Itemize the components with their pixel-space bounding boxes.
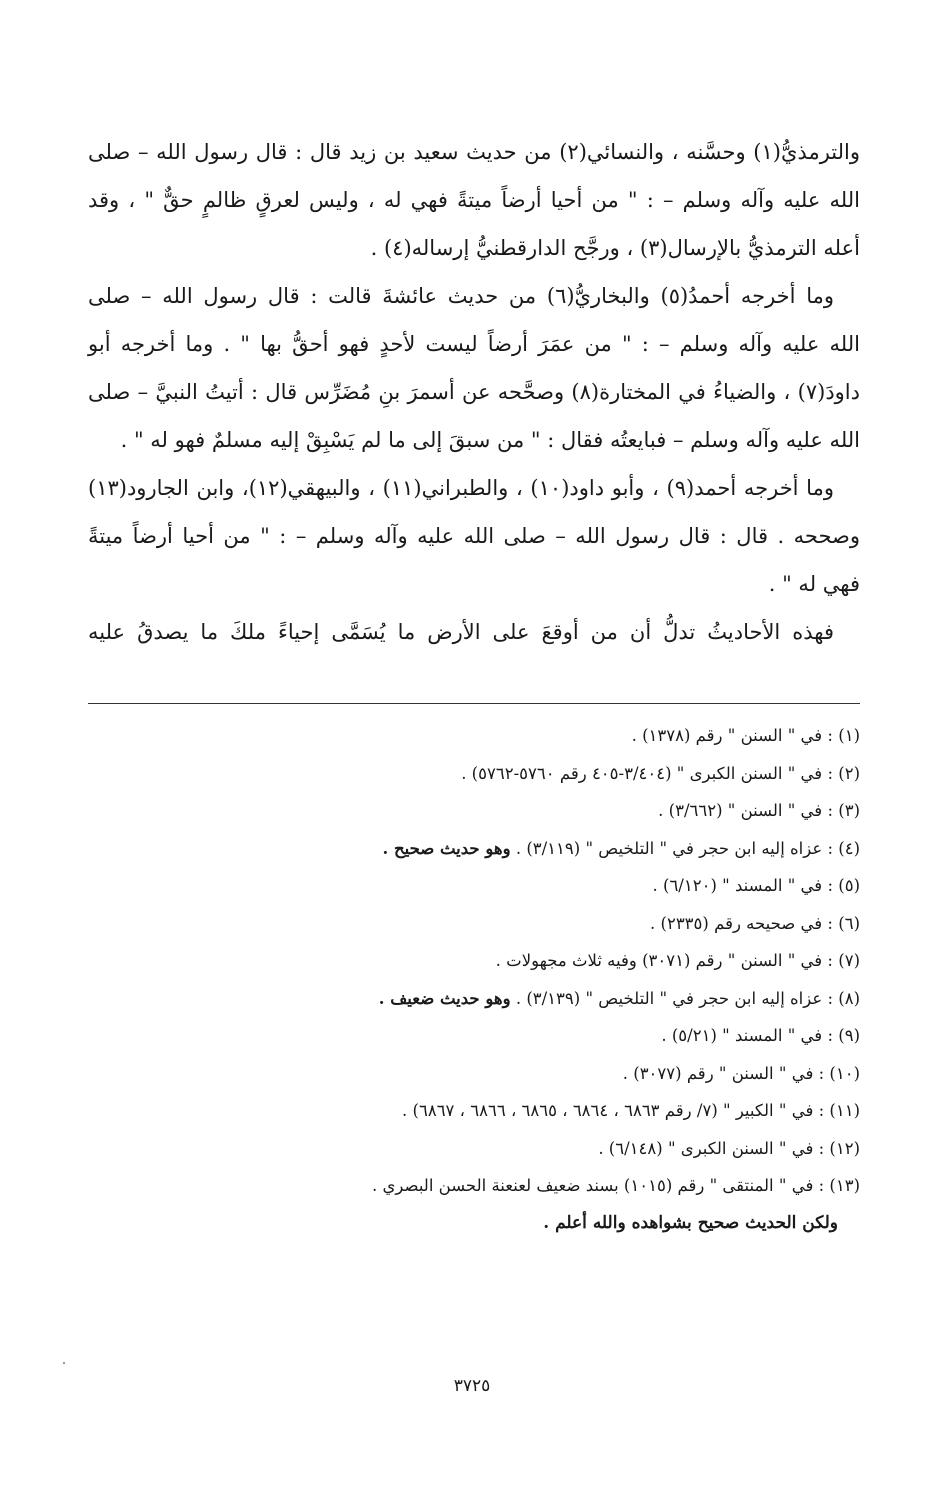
footnote-4-text: (٤) : عزاه إليه ابن حجر في " التلخيص " (٣/١١٩) . [515, 838, 860, 858]
footnote-divider [88, 703, 860, 704]
text-line: الله عليه وآله وسلم – : " من عمَرَ أرضاً ليست لأحدٍ فهو أحقُّ بها " . وما أخرجه أبو [88, 332, 860, 356]
closing-remark: ولكن الحديث صحيح بشواهده والله أعلم . [543, 1212, 838, 1233]
text-line: فهذه الأحاديثُ تدلُّ أن من أوقعَ على الأرض ما يُسَمَّى إحياءً ملكَ ما يصدقُ عليه [88, 620, 834, 644]
text-line: والترمذيُّ(١) وحسَّنه ، والنسائي(٢) من حديث سعيد بن زيد قال : قال رسول الله – صلى [88, 140, 860, 164]
margin-dot [63, 1362, 65, 1364]
text-line: وما أخرجه أحمدُ(٥) والبخاريُّ(٦) من حديث عائشةَ قالت : قال رسول الله – صلى [88, 284, 834, 308]
footnote-9: (٩) : في " المسند " (٥/٢١) . [661, 1026, 860, 1045]
page-number: ٣٧٢٥ [453, 1376, 491, 1396]
footnote-8-grade: وهو حديث ضعيف . [378, 988, 511, 1008]
footnote-7: (٧) : في " السنن " رقم (٣٠٧١) وفيه ثلاث مجهولات . [495, 951, 860, 970]
text-line: داودَ(٧) ، والضياءُ في المختارة(٨) وصحَّحه عن أسمرَ بنِ مُضَرِّس قال : أتيتُ النبيَّ – صلى [88, 380, 860, 404]
footnote-11: (١١) : في " الكبير " (٧/ رقم ٦٨٦٣ ، ٦٨٦٤ ، ٦٨٦٥ ، ٦٨٦٦ ، ٦٨٦٧) . [402, 1101, 860, 1120]
footnote-5: (٥) : في " المسند " (٦/١٢٠) . [652, 876, 860, 895]
footnote-8-text: (٨) : عزاه إليه ابن حجر في " التلخيص " (٣/١٣٩) . [515, 988, 860, 1008]
footnote-4-grade: وهو حديث صحيح . [382, 838, 511, 858]
text-line: وصححه . قال : قال رسول الله – صلى الله عليه وآله وسلم – : " من أحيا أرضاً ميتةً [88, 524, 860, 548]
text-line: الله عليه وآله وسلم – فبايعتُه فقال : " من سبقَ إلى ما لم يَسْبِقْ إليه مسلمٌ فهو له " . [120, 428, 860, 452]
footnote-1: (١) : في " السنن " رقم (١٣٧٨) . [631, 726, 860, 745]
text-line: أعله الترمذيُّ بالإرسال(٣) ، ورجَّح الدارقطنيُّ إرساله(٤) . [370, 236, 860, 260]
text-line: وما أخرجه أحمد(٩) ، وأبو داود(١٠) ، والطبراني(١١) ، والبيهقي(١٢)، وابن الجارود(١٣) [88, 476, 834, 500]
text-line: الله عليه وآله وسلم – : " من أحيا أرضاً ميتةً فهي له ، وليس لعرقٍ ظالمٍ حقٌّ " ، وقد [88, 188, 860, 212]
main-text [88, 128, 860, 656]
footnote-3: (٣) : في " السنن " (٣/٦٦٢) . [658, 801, 860, 820]
footnotes [88, 717, 860, 1242]
text-line: فهي له " . [768, 572, 860, 596]
footnote-12: (١٢) : في " السنن الكبرى " (٦/١٤٨) . [598, 1138, 860, 1158]
footnote-2: (٢) : في " السنن الكبرى " (٣/٤٠٤-٤٠٥ رقم ٥٧٦٠-٥٧٦٢) . [461, 763, 860, 783]
footnote-10: (١٠) : في " السنن " رقم (٣٠٧٧) . [622, 1063, 860, 1083]
footnote-4 [88, 830, 860, 868]
footnote-8 [88, 980, 860, 1018]
footnote-13: (١٣) : في " المنتقى " رقم (١٠١٥) بسند ضعيف لعنعنة الحسن البصري . [372, 1176, 860, 1195]
footnote-6: (٦) : في صحيحه رقم (٢٣٣٥) . [650, 913, 860, 933]
